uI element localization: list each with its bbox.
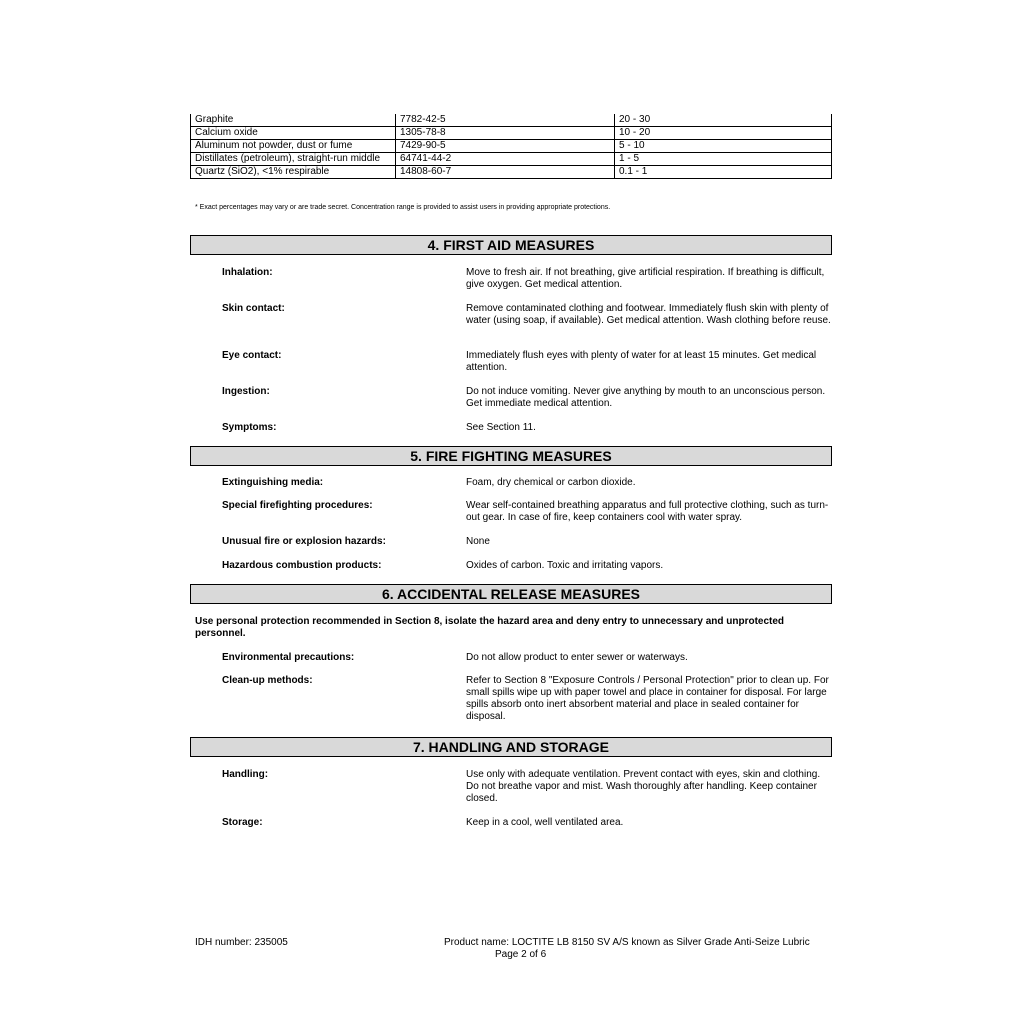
inhalation-value: Move to fresh air. If not breathing, give artificial respiration. If breathing is difficult, give oxygen. Get medical attention.	[466, 267, 825, 290]
component-name: Aluminum not powder, dust or fume	[191, 140, 396, 153]
idh-number: IDH number: 235005	[195, 937, 288, 948]
table-row	[191, 166, 832, 179]
section-7-header: 7. HANDLING AND STORAGE	[190, 737, 832, 757]
ingestion-value: Do not induce vomiting. Never give anything by mouth to an unconscious person. Get immediate medical attention.	[466, 386, 826, 409]
table-row	[191, 140, 832, 153]
inhalation-label: Inhalation:	[222, 267, 273, 278]
eye-contact-label: Eye contact:	[222, 350, 282, 361]
table-row	[191, 127, 832, 140]
environmental-precautions-label: Environmental precautions:	[222, 652, 355, 663]
combustion-products-label: Hazardous combustion products:	[222, 560, 382, 571]
section-5-header: 5. FIRE FIGHTING MEASURES	[190, 446, 832, 466]
product-name: Product name: LOCTITE LB 8150 SV A/S known as Silver Grade Anti-Seize Lubric	[444, 937, 810, 948]
handling-label: Handling:	[222, 769, 269, 780]
release-intro: Use personal protection recommended in Section 8, isolate the hazard area and deny entry to unnecessary and unprotected personnel.	[195, 616, 785, 639]
cas-number: 64741-44-2	[396, 153, 615, 166]
extinguishing-media-label: Extinguishing media:	[222, 477, 324, 488]
ingestion-label: Ingestion:	[222, 386, 270, 397]
storage-label: Storage:	[222, 817, 263, 828]
special-procedures-label: Special firefighting procedures:	[222, 500, 373, 511]
component-name: Calcium oxide	[191, 127, 396, 140]
symptoms-value: See Section 11.	[466, 422, 536, 433]
percentage: 20 - 30	[615, 114, 832, 127]
combustion-products-value: Oxides of carbon. Toxic and irritating vapors.	[466, 560, 664, 571]
composition-table	[190, 114, 832, 179]
component-name: Distillates (petroleum), straight-run middle	[191, 153, 396, 166]
percentage: 1 - 5	[615, 153, 832, 166]
cleanup-methods-label: Clean-up methods:	[222, 675, 313, 686]
table-row	[191, 114, 832, 127]
cas-number: 14808-60-7	[396, 166, 615, 179]
skin-contact-label: Skin contact:	[222, 303, 285, 314]
table-row	[191, 153, 832, 166]
component-name: Quartz (SiO2), <1% respirable	[191, 166, 396, 179]
environmental-precautions-value: Do not allow product to enter sewer or waterways.	[466, 652, 688, 663]
percentage: 5 - 10	[615, 140, 832, 153]
section-4-header: 4. FIRST AID MEASURES	[190, 235, 832, 255]
special-procedures-value: Wear self-contained breathing apparatus and full protective clothing, such as turn-out gear. In case of fire, keep containers cool with water spray.	[466, 500, 829, 523]
percentage: 10 - 20	[615, 127, 832, 140]
cleanup-methods-value: Refer to Section 8 "Exposure Controls / Personal Protection" prior to clean up. For small spills wipe up with paper towel and place in container for disposal. For large spills absorb onto inert absorbent material and place in sealed container for disposal.	[466, 675, 829, 722]
composition-footnote: * Exact percentages may vary or are trade secret. Concentration range is provided to assist users in providing appropriate protections.	[195, 204, 611, 211]
component-name: Graphite	[191, 114, 396, 127]
unusual-hazards-value: None	[466, 536, 490, 547]
unusual-hazards-label: Unusual fire or explosion hazards:	[222, 536, 386, 547]
extinguishing-media-value: Foam, dry chemical or carbon dioxide.	[466, 477, 636, 488]
cas-number: 7782-42-5	[396, 114, 615, 127]
cas-number: 1305-78-8	[396, 127, 615, 140]
storage-value: Keep in a cool, well ventilated area.	[466, 817, 624, 828]
eye-contact-value: Immediately flush eyes with plenty of water for at least 15 minutes. Get medical attention.	[466, 350, 817, 373]
skin-contact-value: Remove contaminated clothing and footwear. Immediately flush skin with plenty of water (using soap, if available). Get medical attention. Wash clothing before reuse.	[466, 303, 831, 326]
page-number: Page 2 of 6	[495, 949, 547, 960]
handling-value: Use only with adequate ventilation. Prevent contact with eyes, skin and clothing. Do not breathe vapor and mist. Wash thoroughly after handling. Keep container closed.	[466, 769, 821, 804]
percentage: 0.1 - 1	[615, 166, 832, 179]
symptoms-label: Symptoms:	[222, 422, 277, 433]
cas-number: 7429-90-5	[396, 140, 615, 153]
section-6-header: 6. ACCIDENTAL RELEASE MEASURES	[190, 584, 832, 604]
